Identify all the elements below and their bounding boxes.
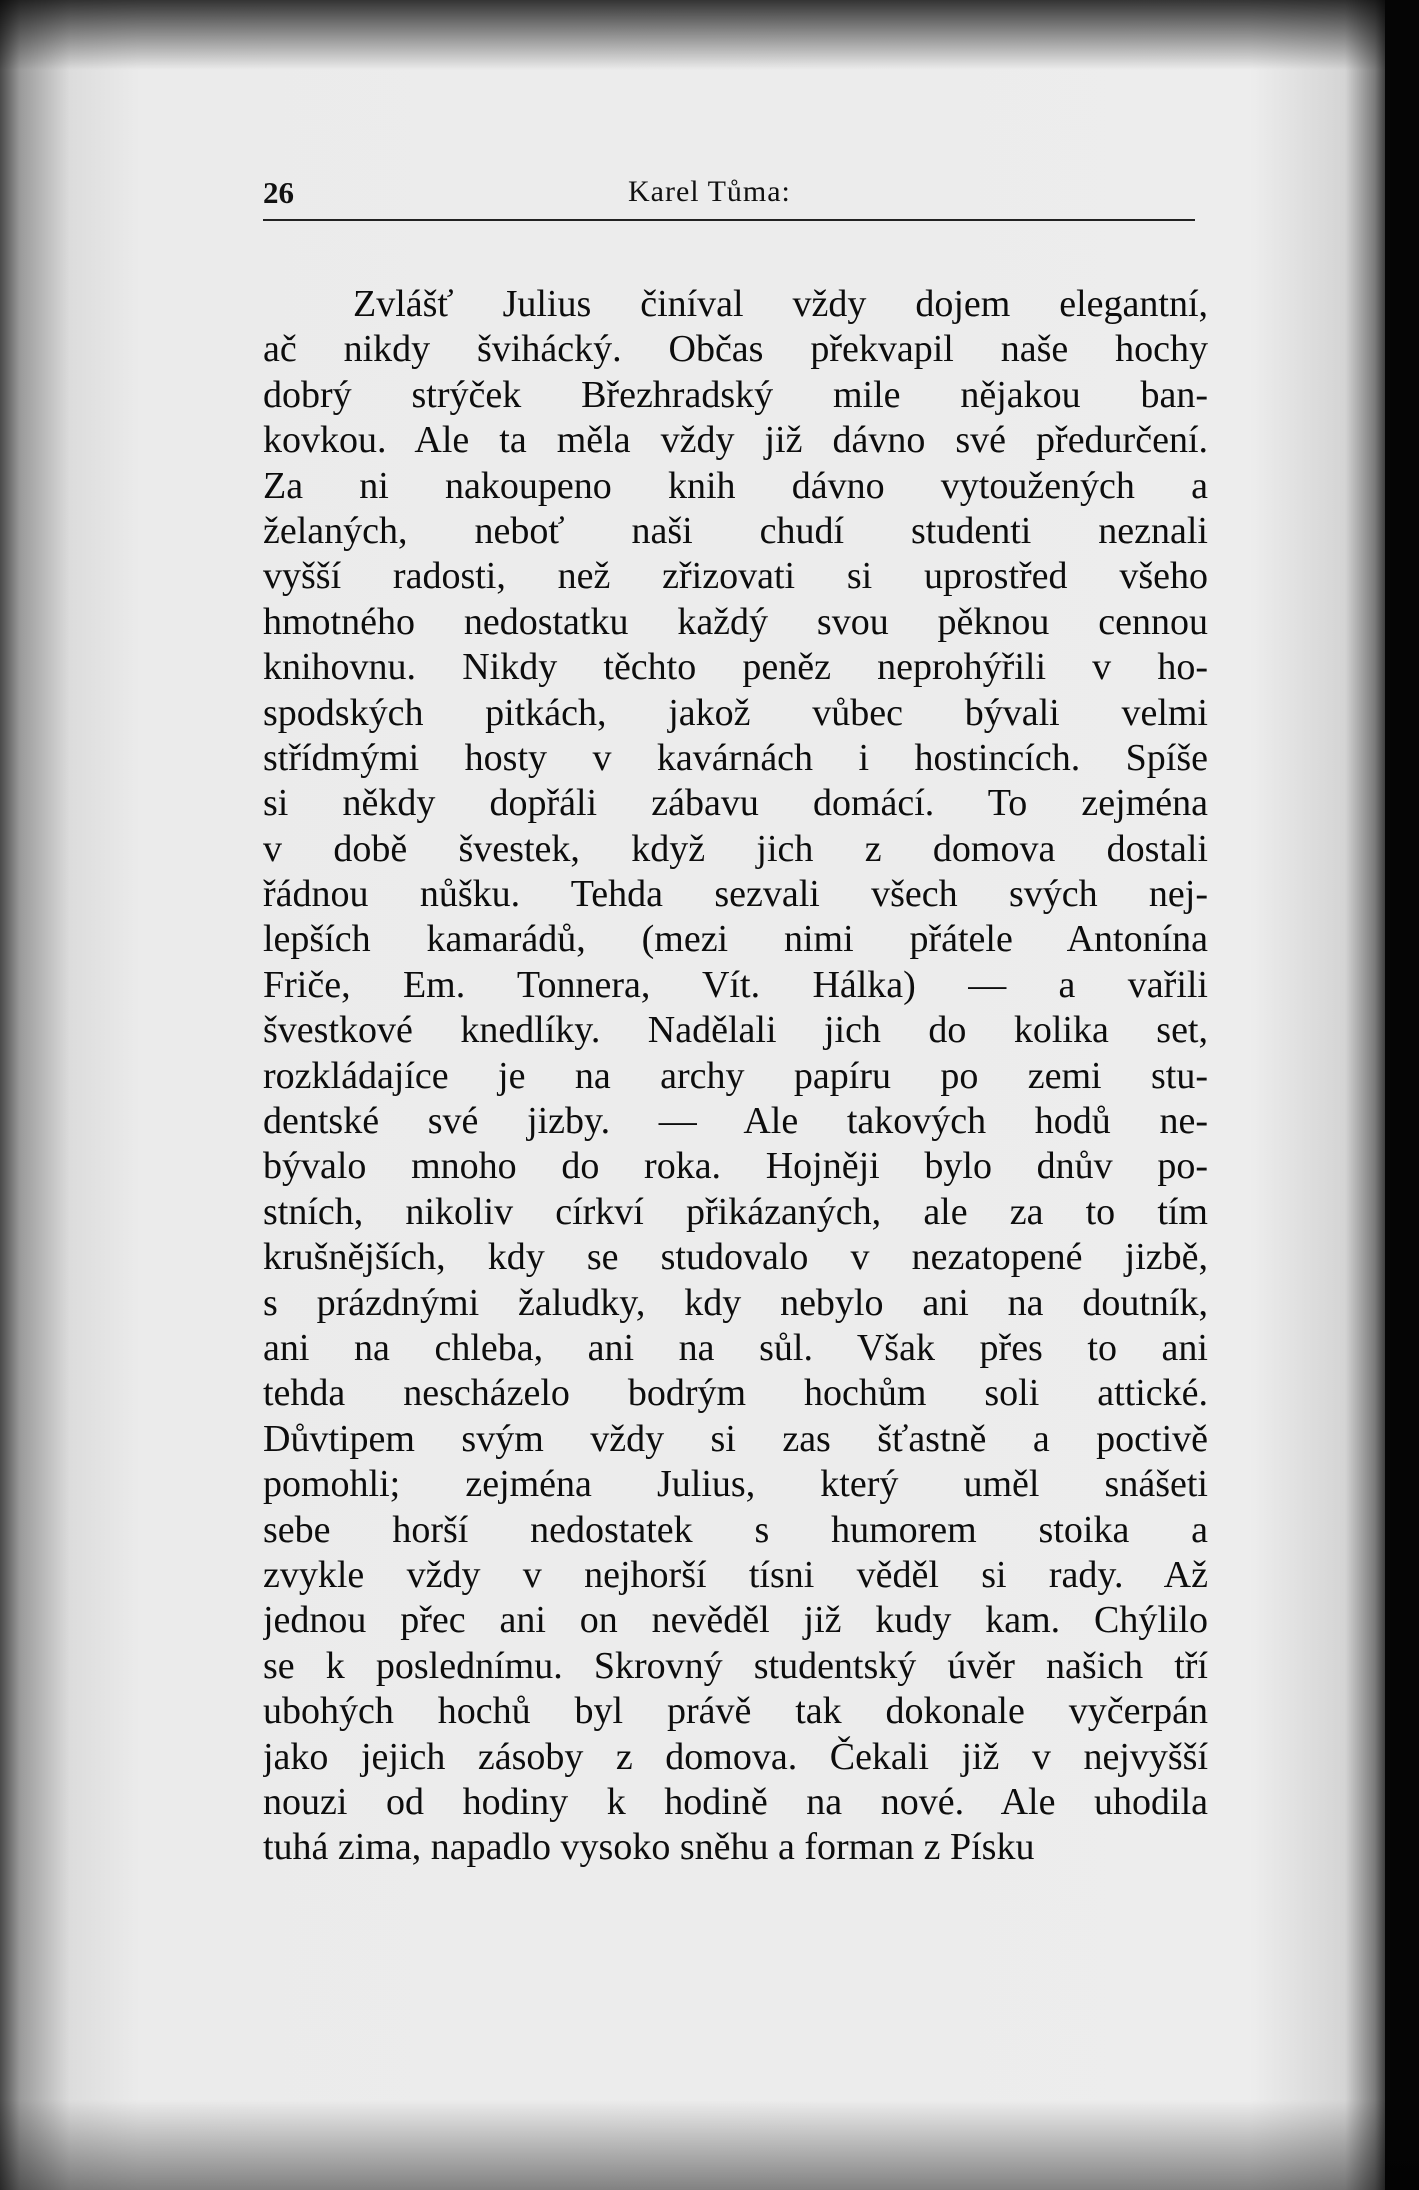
running-header xyxy=(263,175,1195,221)
scan-right-edge xyxy=(1385,0,1419,2190)
text-line: sebe horší nedostatek s humorem stoika a xyxy=(263,1508,1208,1551)
text-line: stních, nikoliv církví přikázaných, ale za to tím xyxy=(263,1190,1208,1233)
text-line: v době švestek, když jich z domova dostali xyxy=(263,827,1208,870)
text-line: s prázdnými žaludky, kdy nebylo ani na doutník, xyxy=(263,1281,1208,1324)
scan-top-shadow xyxy=(0,0,1419,70)
text-line: kovkou. Ale ta měla vždy již dávno své předurčení. xyxy=(263,419,1208,462)
text-line: jako jejich zásoby z domova. Čekali již v nejvyšší xyxy=(263,1735,1208,1778)
body-text xyxy=(263,282,1208,1871)
text-line: švestkové knedlíky. Nadělali jich do kolika set, xyxy=(263,1009,1208,1052)
page-number: 26 xyxy=(263,175,294,210)
text-line: nouzi od hodiny k hodině na nové. Ale uhodila xyxy=(263,1780,1208,1823)
text-line: ani na chleba, ani na sůl. Však přes to ani xyxy=(263,1326,1208,1369)
text-line: ač nikdy švihácký. Občas překvapil naše hochy xyxy=(263,328,1208,371)
text-line: spodských pitkách, jakož vůbec bývali velmi xyxy=(263,691,1208,734)
text-line: bývalo mnoho do roka. Hojněji bylo dnův po- xyxy=(263,1145,1208,1188)
text-line: ubohých hochů byl právě tak dokonale vyčerpán xyxy=(263,1690,1208,1733)
text-line: krušnějších, kdy se studovalo v nezatopené jizbě, xyxy=(263,1236,1208,1279)
text-line: střídmými hosty v kavárnách i hostincích. Spíše xyxy=(263,736,1208,779)
text-line: vyšší radosti, než zřizovati si uprostřed všeho xyxy=(263,555,1208,598)
text-line: tehda nescházelo bodrým hochům soli attické. xyxy=(263,1372,1208,1415)
text-line: Důvtipem svým vždy si zas šťastně a poctivě xyxy=(263,1417,1208,1460)
text-line: zvykle vždy v nejhorší tísni věděl si rady. Až xyxy=(263,1553,1208,1596)
text-line: knihovnu. Nikdy těchto peněz neprohýřili v ho- xyxy=(263,646,1208,689)
text-line: pomohli; zejména Julius, který uměl snášeti xyxy=(263,1463,1208,1506)
text-line: si někdy dopřáli zábavu domácí. To zejména xyxy=(263,782,1208,825)
text-line: se k poslednímu. Skrovný studentský úvěr našich tří xyxy=(263,1644,1208,1687)
text-line: řádnou nůšku. Tehda sezvali všech svých nej- xyxy=(263,873,1208,916)
text-line: Za ni nakoupeno knih dávno vytoužených a xyxy=(263,464,1208,507)
running-title: Karel Tůma: xyxy=(628,175,791,208)
text-line: lepších kamarádů, (mezi nimi přátele Antonína xyxy=(263,918,1208,961)
text-line: Friče, Em. Tonnera, Vít. Hálka) — a vařili xyxy=(263,963,1208,1006)
text-line: rozkládajíce je na archy papíru po zemi stu- xyxy=(263,1054,1208,1097)
scan-bottom-shadow xyxy=(0,2100,1419,2190)
text-line: želaných, neboť naši chudí studenti neznali xyxy=(263,509,1208,552)
text-line: tuhá zima, napadlo vysoko sněhu a forman z Písku xyxy=(263,1826,1035,1869)
text-line: dobrý strýček Březhradský mile nějakou ban- xyxy=(263,373,1208,416)
text-line: dentské své jizby. — Ale takových hodů ne- xyxy=(263,1100,1208,1143)
text-line: jednou přec ani on nevěděl již kudy kam. Chýlilo xyxy=(263,1599,1208,1642)
text-line: hmotného nedostatku každý svou pěknou cennou xyxy=(263,600,1208,643)
text-line: Zvlášť Julius činíval vždy dojem elegantní, xyxy=(353,283,1208,325)
